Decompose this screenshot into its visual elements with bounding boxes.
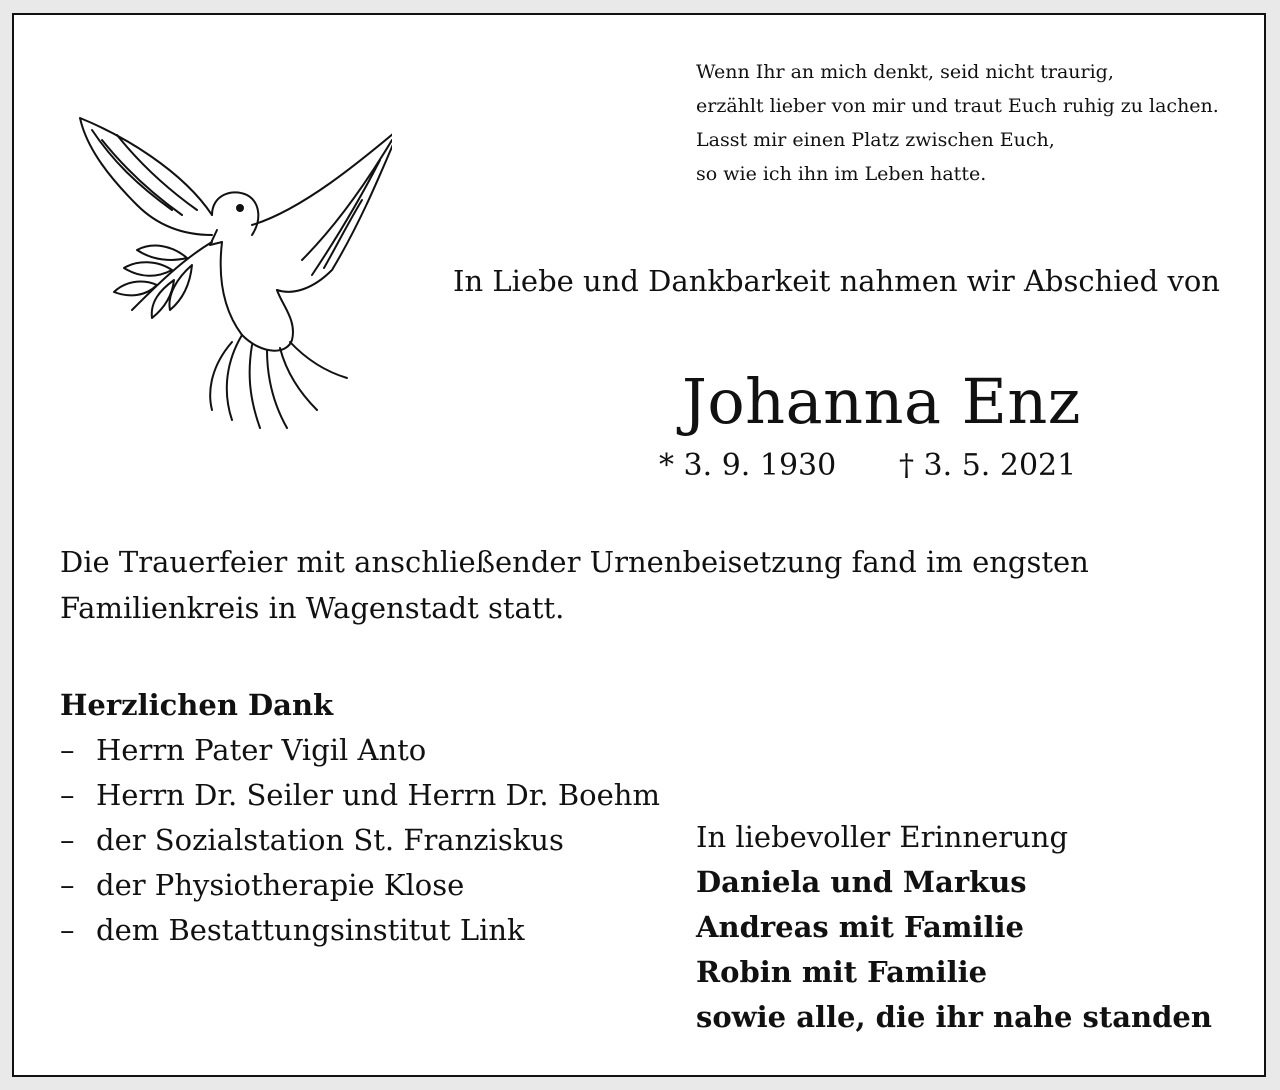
poem-line: erzählt lieber von mir und traut Euch ruhig zu lachen. [696,95,1219,117]
poem [696,55,1219,191]
death-date: † 3. 5. 2021 [899,448,1077,483]
thanks-item-label: der Sozialstation St. Franziskus [96,823,564,857]
poem-line: Wenn Ihr an mich denkt, seid nicht traurig, [696,61,1114,83]
dove-icon [62,110,392,440]
deceased-name: Johanna Enz [682,365,1081,438]
birth-date: * 3. 9. 1930 [659,448,837,483]
thanks-item [60,863,660,908]
dash: – [60,913,75,947]
family-intro: In liebevoller Erinnerung [696,820,1069,854]
dash: – [60,733,75,767]
thanks-item [60,773,660,818]
thanks-item-label: Herrn Dr. Seiler und Herrn Dr. Boehm [96,778,660,812]
farewell-intro: In Liebe und Dankbarkeit nahmen wir Abschied von [453,264,1220,298]
thanks-item [60,728,660,773]
thanks-section [60,683,660,953]
family-name: Andreas mit Familie [696,910,1024,944]
dash: – [60,868,75,902]
family-name: sowie alle, die ihr nahe standen [696,1000,1212,1034]
thanks-item [60,908,660,953]
dash: – [60,823,75,857]
family-name: Daniela und Markus [696,865,1027,899]
obituary-card [12,13,1266,1077]
dash: – [60,778,75,812]
thanks-item [60,818,660,863]
poem-line: so wie ich ihn im Leben hatte. [696,163,987,185]
poem-line: Lasst mir einen Platz zwischen Euch, [696,129,1055,151]
thanks-heading: Herzlichen Dank [60,688,334,722]
family-name: Robin mit Familie [696,955,988,989]
thanks-item-label: dem Bestattungsinstitut Link [96,913,525,947]
thanks-item-label: der Physiotherapie Klose [96,868,465,902]
thanks-item-label: Herrn Pater Vigil Anto [96,733,427,767]
ceremony-notice: Die Trauerfeier mit anschließender Urnenbeisetzung fand im engsten Familienkreis in Wagenstadt statt. [60,545,1089,625]
family-signature [696,815,1212,1040]
